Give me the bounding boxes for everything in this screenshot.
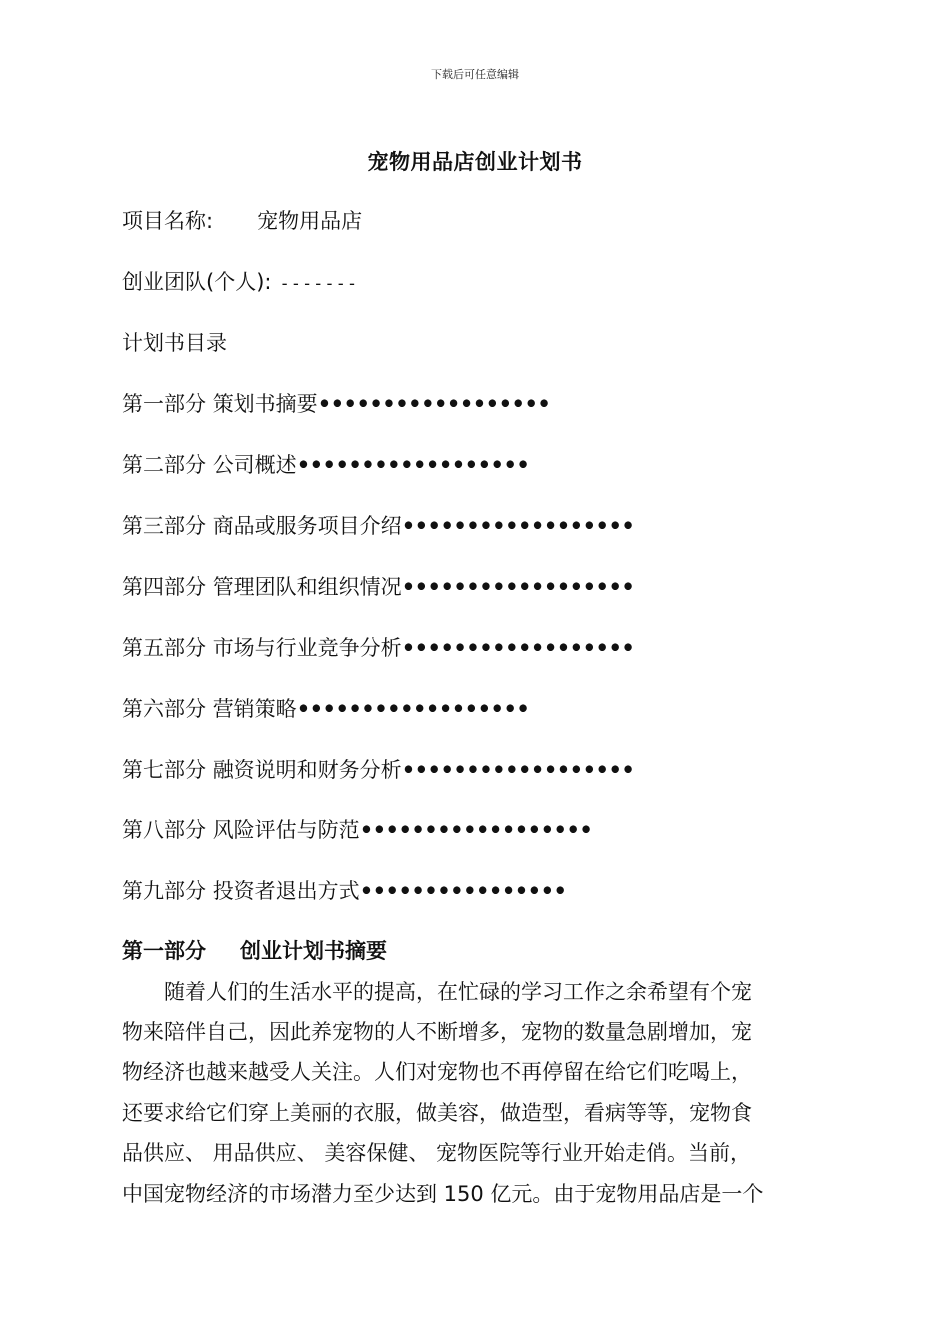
- team-line: [122, 267, 358, 299]
- toc-item-9[interactable]: [122, 876, 566, 906]
- toc-item-leader: ••••••••••••••••••: [296, 452, 530, 477]
- toc-heading: 计划书目录: [122, 331, 227, 355]
- team-label: 创业团队(个人):: [122, 270, 272, 294]
- project-name-line: [122, 206, 362, 236]
- toc-item-leader: ••••••••••••••••••: [359, 817, 593, 842]
- section-heading: [122, 935, 387, 965]
- toc-item-leader: ••••••••••••••••••: [401, 635, 635, 660]
- toc-item-2[interactable]: [122, 450, 529, 480]
- section-title: 创业计划书摘要: [240, 939, 387, 963]
- toc-item-part: 第八部分: [122, 818, 206, 842]
- toc-item-title: 投资者退出方式: [212, 879, 360, 903]
- page-header-note: 下载后可任意编辑: [431, 68, 519, 81]
- toc-item-title: 商品或服务项目介绍: [212, 514, 402, 538]
- toc-item-part: 第二部分: [122, 453, 206, 477]
- toc-item-title: 风险评估与防范: [212, 818, 360, 842]
- section-part: 第一部分: [122, 939, 206, 963]
- toc-item-title: 公司概述: [212, 453, 297, 477]
- project-name-value: 宠物用品店: [257, 209, 363, 233]
- toc-item-part: 第一部分: [122, 392, 206, 416]
- toc-item-4[interactable]: [122, 572, 634, 602]
- toc-item-title: 融资说明和财务分析: [212, 758, 402, 782]
- toc-item-part: 第四部分: [122, 575, 206, 599]
- toc-item-part: 第三部分: [122, 514, 206, 538]
- project-name-label: 项目名称:: [122, 209, 214, 233]
- paragraph-line-3: 物经济也越来越受人关注。人们对宠物也不再停留在给它们吃喝上，: [122, 1060, 752, 1084]
- toc-item-8[interactable]: [122, 815, 592, 845]
- toc-item-7[interactable]: [122, 755, 634, 785]
- toc-item-title: 营销策略: [212, 697, 297, 721]
- toc-item-1[interactable]: [122, 389, 550, 419]
- toc-item-leader: ••••••••••••••••••: [317, 391, 551, 416]
- toc-item-6[interactable]: [122, 694, 529, 724]
- paragraph-line-4: 还要求给它们穿上美丽的衣服，做美容，做造型，看病等等，宠物食: [122, 1101, 752, 1125]
- paragraph-line-6: 中国宠物经济的市场潜力至少达到 150 亿元。由于宠物用品店是一个: [122, 1182, 764, 1206]
- toc-item-3[interactable]: [122, 511, 634, 541]
- toc-item-title: 策划书摘要: [212, 392, 318, 416]
- team-value: -------: [279, 274, 359, 294]
- toc-item-5[interactable]: [122, 633, 634, 663]
- toc-item-part: 第九部分: [122, 879, 206, 903]
- toc-item-leader: ••••••••••••••••: [359, 878, 567, 903]
- toc-item-leader: ••••••••••••••••••: [401, 757, 635, 782]
- toc-item-leader: ••••••••••••••••••: [401, 513, 635, 538]
- toc-item-leader: ••••••••••••••••••: [296, 696, 530, 721]
- toc-item-title: 管理团队和组织情况: [212, 575, 402, 599]
- toc-item-leader: ••••••••••••••••••: [401, 574, 635, 599]
- toc-item-part: 第六部分: [122, 697, 206, 721]
- paragraph-line-5: 品供应、 用品供应、 美容保健、 宠物医院等行业开始走俏。当前，: [122, 1141, 752, 1165]
- paragraph-line-2: 物来陪伴自己，因此养宠物的人不断增多，宠物的数量急剧增加，宠: [122, 1020, 752, 1044]
- paragraph-line-1: 随着人们的生活水平的提高，在忙碌的学习工作之余希望有个宠: [122, 980, 752, 1004]
- toc-item-part: 第七部分: [122, 758, 206, 782]
- document-title: 宠物用品店创业计划书: [367, 150, 583, 174]
- toc-item-title: 市场与行业竞争分析: [212, 636, 402, 660]
- toc-item-part: 第五部分: [122, 636, 206, 660]
